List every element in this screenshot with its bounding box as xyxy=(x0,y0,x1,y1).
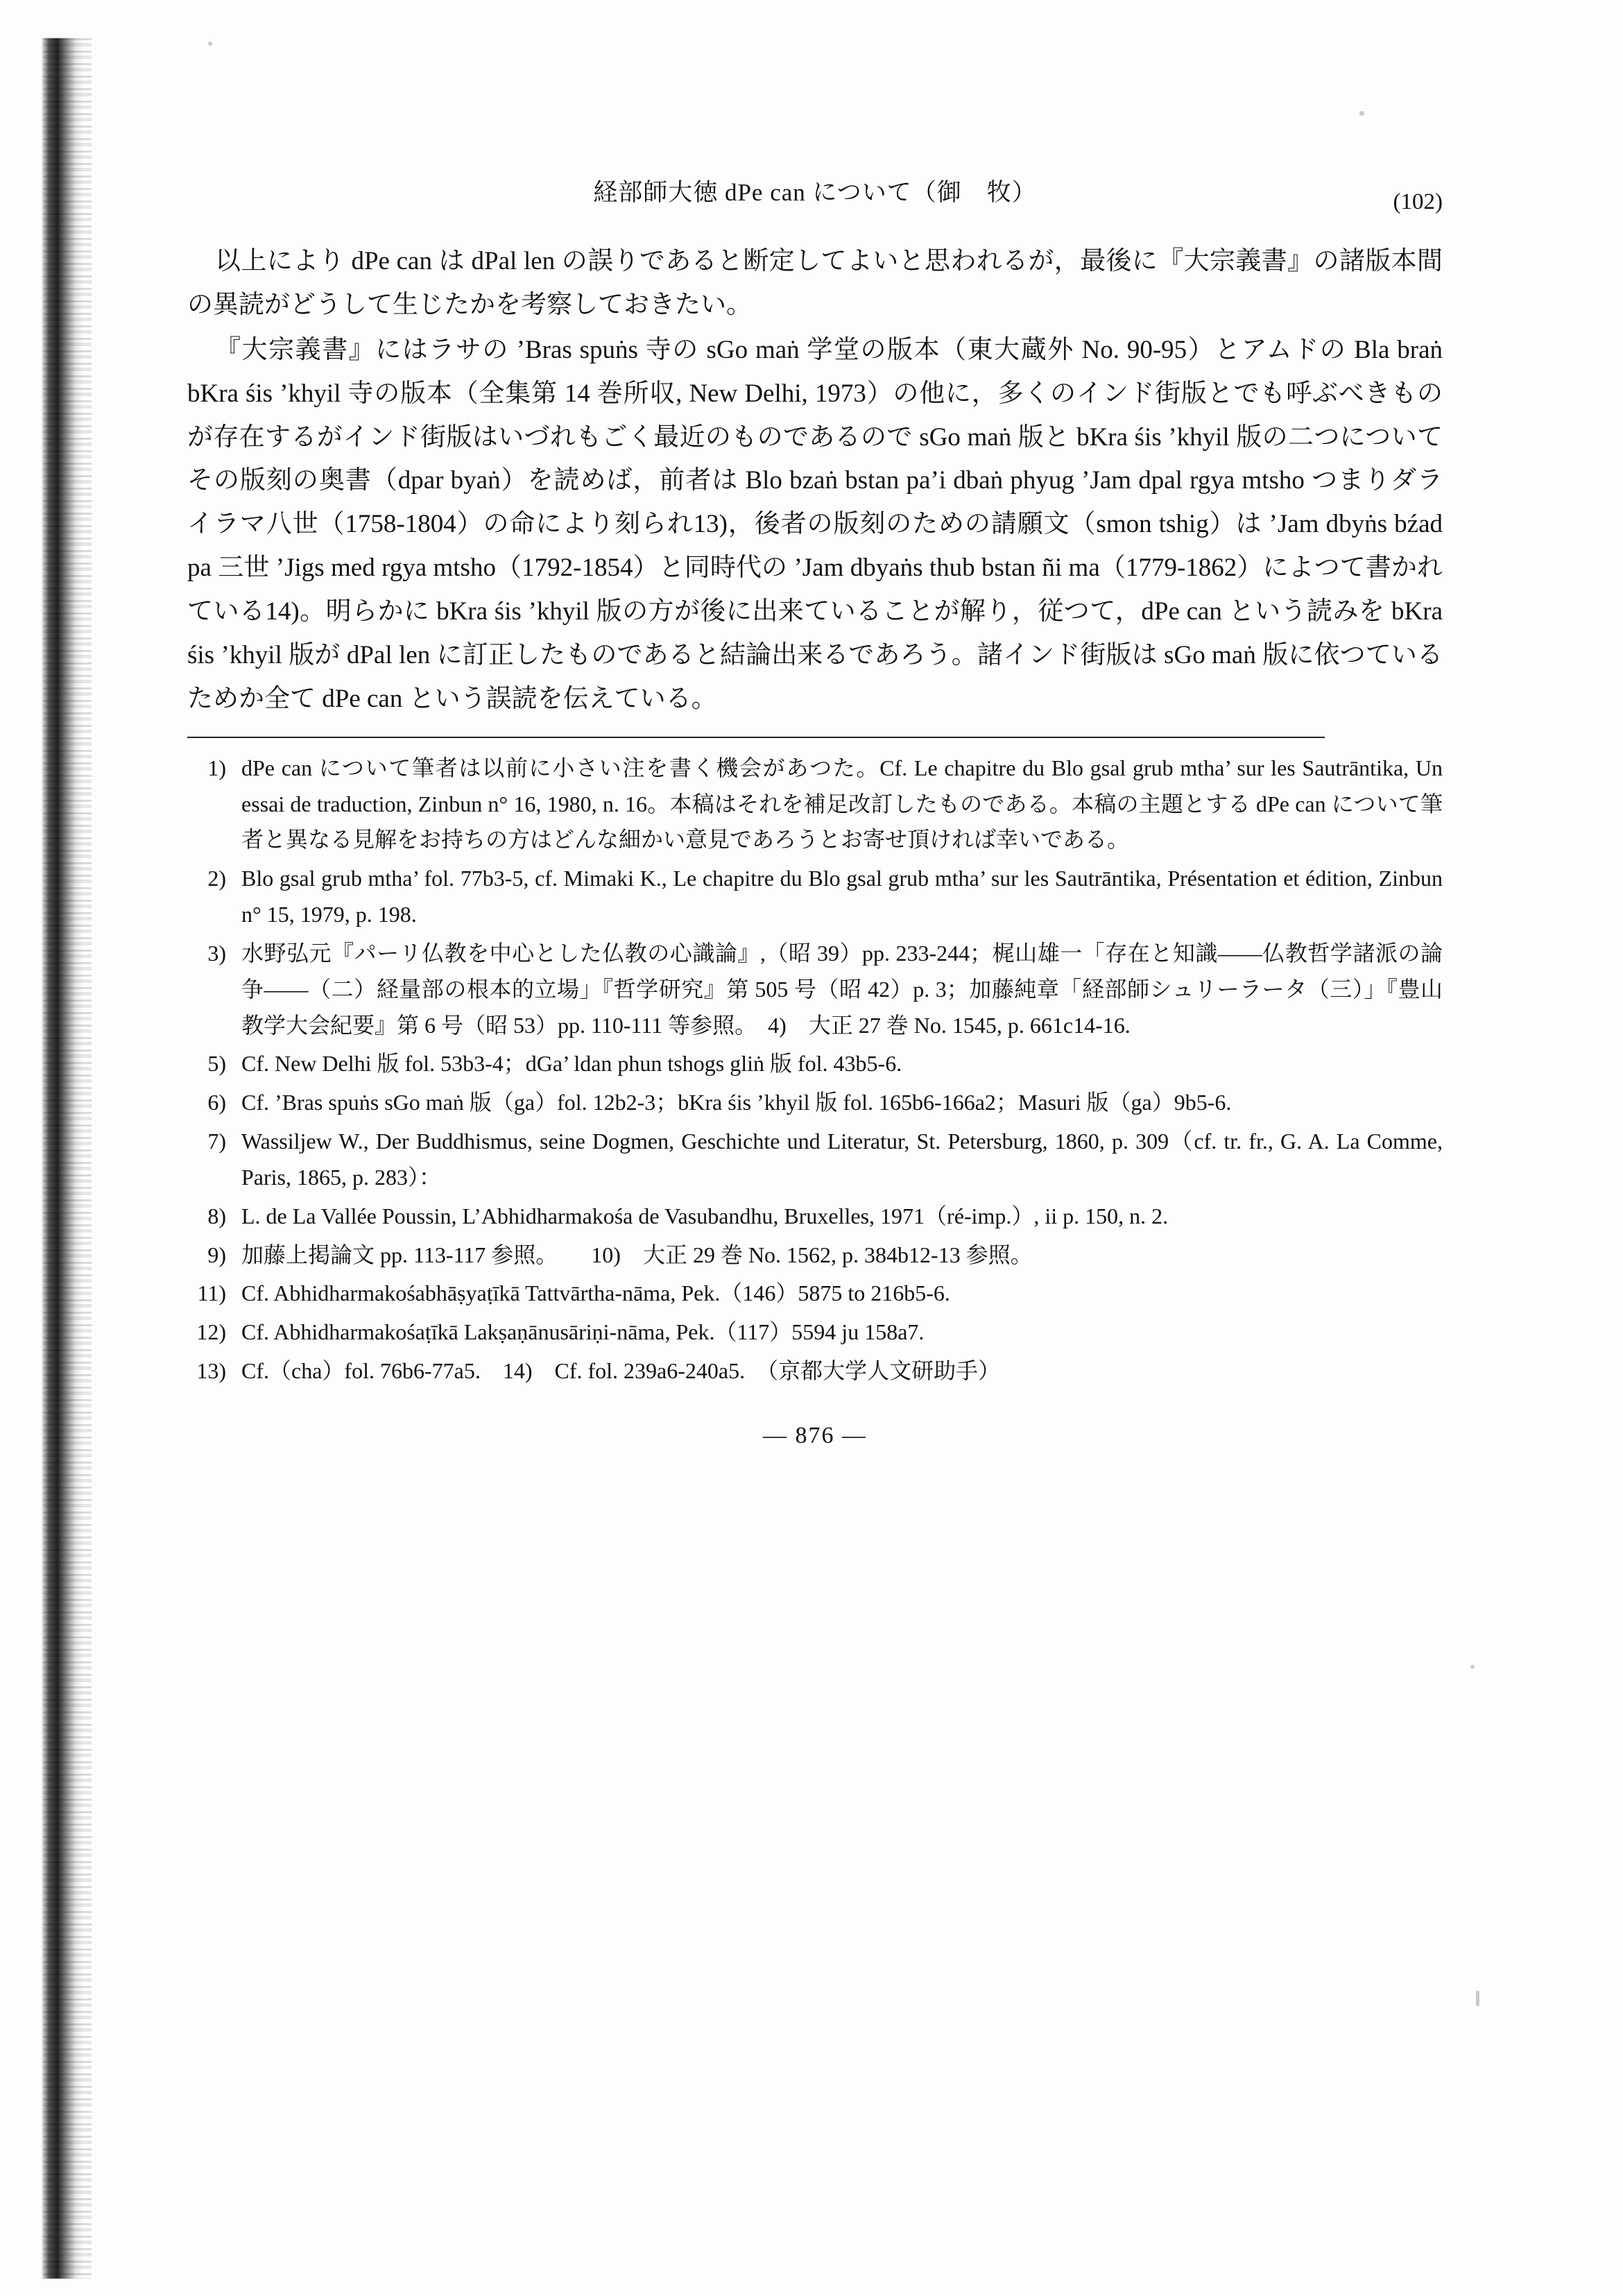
footnote-item xyxy=(187,1237,1443,1274)
footnote-item xyxy=(187,861,1443,933)
footnote-number: 2) xyxy=(207,866,226,891)
footnote-item xyxy=(187,1199,1443,1235)
footnote-text: L. de La Vallée Poussin, L’Abhidharmakośa de Vasubandhu, Bruxelles, 1971（ré-imp.）, ii p. 150, n. 2. xyxy=(241,1203,1169,1228)
scan-speck xyxy=(1476,1991,1479,2006)
footnote-text: Cf. ’Bras spuṅs sGo maṅ 版（ga）fol. 12b2-3；bKra śis ’khyil 版 fol. 165b6-166a2；Masuri 版（ga）9b5-6. xyxy=(241,1090,1232,1115)
scan-speck xyxy=(1470,1665,1475,1669)
footnote-item xyxy=(187,1314,1443,1351)
footnote-item xyxy=(187,751,1443,858)
footnote-item xyxy=(187,1085,1443,1121)
binding-noise xyxy=(43,38,92,2279)
scan-speck xyxy=(208,42,212,46)
footnote-text: Cf. Abhidharmakośaṭīkā Lakṣaṇānusāriṇi-nāma, Pek.（117）5594 ju 158a7. xyxy=(241,1319,925,1345)
footnote-text: Cf.（cha）fol. 76b6-77a5. 14) Cf. fol. 239a6-240a5. （京都大学人文研助手） xyxy=(241,1358,1001,1384)
paragraph: 『大宗義書』にはラサの ’Bras spuṅs 寺の sGo maṅ 学堂の版本（東大蔵外 No. 90-95）とアムドの Bla braṅ bKra śis ’khyil 寺の版本（全集第 14 巻所収, New Delhi, 1973）の他に，多くのインド街版とでも呼ぶべきものが存在するがインド街版はいづれもごく最近のものであるので sGo maṅ 版と bKra śis ’khyil 版の二つについてその版刻の奥書（dpar byaṅ）を読めば，前者は Blo bzaṅ bstan pa’i dbaṅ phyug ’Jam dpal rgya mtsho つまりダライラマ八世（1758-1804）の命により刻られ13)，後者の版刻のための請願文（smon tshig）は ’Jam dbyṅs bźad pa 三世 ’Jigs med rgya mtsho（1792-1854）と同時代の ’Jam dbyaṅs thub bstan ñi ma（1779-1862）によつて書かれている14)。明らかに bKra śis ’khyil 版の方が後に出来ていることが解り，従つて，dPe can という読みを bKra śis ’khyil 版が dPal len に訂正したものであると結論出来るであろう。諸インド街版は sGo maṅ 版に依つているためか全て dPe can という誤読を伝えている。 xyxy=(187,335,1443,713)
footnote-number: 5) xyxy=(207,1051,226,1077)
footnote-text: 水野弘元『パーリ仏教を中心とした仏教の心識論』,（昭 39）pp. 233-244；梶山雄一「存在と知識——仏教哲学諸派の論争——（二）経量部の根本的立場」『哲学研究』第 505 号（昭 42）p. 3；加藤純章「経部師シュリーラータ（三）」『豊山教学大会紀要』第 6 号（昭 53）pp. 110-111 等参照。 4) 大正 27 巻 No. 1545, p. 661c14-16. xyxy=(241,940,1443,1038)
footnote-list xyxy=(187,751,1443,1392)
footnote-number: 3) xyxy=(207,940,226,966)
footnote-text: Wassiljew W., Der Buddhismus, seine Dogmen, Geschichte und Literatur, St. Petersburg, 1860, p. 309（cf. tr. fr., G. A. La Comme, Paris, 1865, p. 283）： xyxy=(241,1129,1443,1190)
footnote-number: 12) xyxy=(196,1319,226,1345)
paragraph: 以上により dPe can は dPal len の誤りであると断定してよいと思われるが，最後に『大宗義書』の諸版本間の異読がどうして生じたかを考察しておきたい。 xyxy=(187,247,1443,319)
footnote-number: 6) xyxy=(207,1090,226,1115)
footnote-number: 13) xyxy=(196,1358,226,1384)
footnote-number: 7) xyxy=(207,1129,226,1154)
page-content xyxy=(187,173,1443,1449)
footnote-separator-rule xyxy=(187,737,1325,738)
footnote-text: Blo gsal grub mtha’ fol. 77b3-5, cf. Mimaki K., Le chapitre du Blo gsal grub mtha’ sur les Sautrāntika, Présentation et édition, Zinbun n° 15, 1979, p. 198. xyxy=(241,866,1443,927)
footnote-item xyxy=(187,1353,1443,1389)
footnote-item xyxy=(187,936,1443,1043)
running-head-title: 経部師大徳 dPe can について（御 牧） xyxy=(593,179,1037,206)
footnote-number: 1) xyxy=(207,755,226,780)
footnote-text: Cf. New Delhi 版 fol. 53b3-4；dGa’ ldan phun tshogs gliṅ 版 fol. 43b5-6. xyxy=(241,1051,902,1077)
page-footer: — 876 — xyxy=(763,1422,867,1448)
footnote-number: 9) xyxy=(207,1242,226,1267)
footnote-text: dPe can について筆者は以前に小さい注を書く機会があつた。Cf. Le chapitre du Blo gsal grub mtha’ sur les Sautrāntika, Un essai de traduction, Zinbun n° 16, 1980, n. 16。本稿はそれを補足改訂したものである。本稿の主題とする dPe can について筆者と異なる見解をお持ちの方はどんな細かい意見であろうとお寄せ頂ければ幸いである。 xyxy=(241,755,1443,853)
footnote-item xyxy=(187,1046,1443,1082)
scan-speck xyxy=(1359,111,1364,116)
running-head xyxy=(187,173,1443,215)
footnote-text: 加藤上掲論文 pp. 113-117 参照。 10) 大正 29 巻 No. 1562, p. 384b12-13 参照。 xyxy=(241,1242,1033,1267)
running-head-page-number: (102) xyxy=(1393,189,1443,214)
body-text xyxy=(187,240,1443,721)
footnote-number: 11) xyxy=(197,1280,226,1306)
footnote-item xyxy=(187,1124,1443,1196)
footnote-item xyxy=(187,1276,1443,1312)
footnote-number: 8) xyxy=(207,1203,226,1228)
footnote-text: Cf. Abhidharmakośabhāṣyaṭīkā Tattvārtha-nāma, Pek.（146）5875 to 216b5-6. xyxy=(241,1280,950,1306)
